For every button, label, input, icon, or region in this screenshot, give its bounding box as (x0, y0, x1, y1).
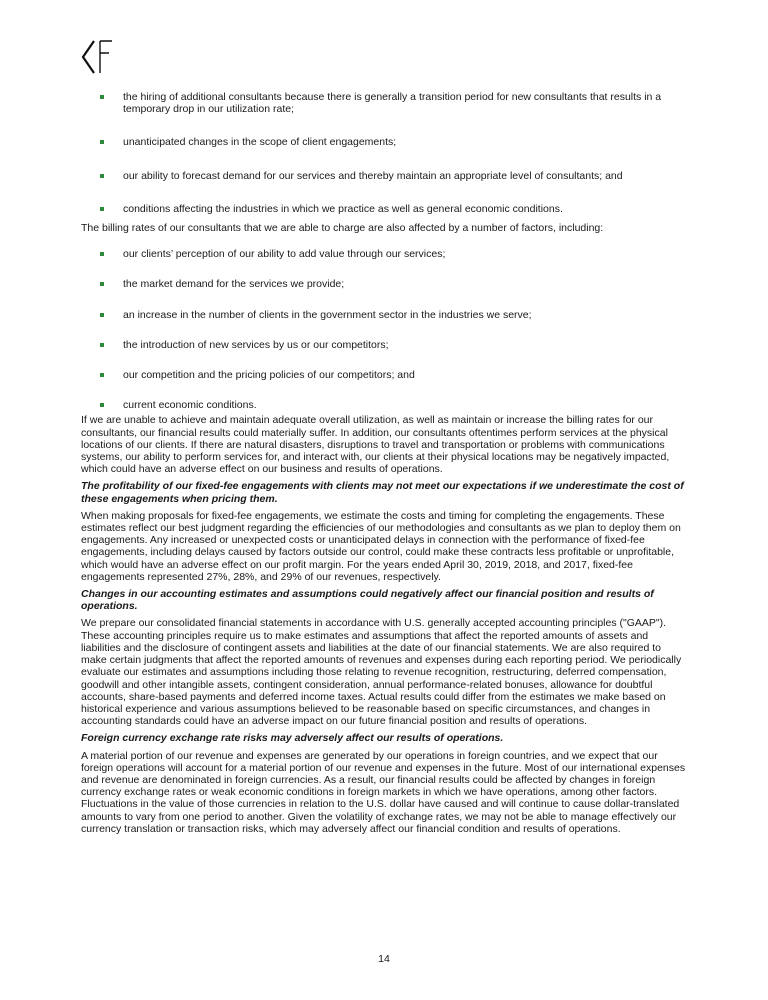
document-body (81, 91, 687, 840)
kf-logo-icon (80, 37, 130, 77)
billing-rate-factors-list (81, 248, 687, 411)
utilization-factors-list (81, 91, 687, 215)
list-item: an increase in the number of clients in the government sector in the industries we serve; (81, 309, 687, 321)
kf-logo-k-mark (83, 41, 94, 73)
fixed-fee-paragraph: When making proposals for fixed-fee engagements, we estimate the costs and timing for completing the engagements. These estimates reflect our best judgment regarding the efficiencies of our methodologies and consultants as we plan to deploy them on engagements. Any increased or unexpected costs or unanticipated delays in connection with the performance of fixed-fee engagements, including delays caused by factors outside our control, could make these contracts less profitable or unprofitable, which would have an adverse effect on our profit margin. For the years ended April 30, 2019, 2018, and 2017, fixed-fee engagements represented 27%, 28%, and 29% of our revenues, respectively. (81, 509, 681, 583)
accounting-estimates-heading: Changes in our accounting estimates and assumptions could negatively affect our financial position and results of operations. (81, 588, 654, 613)
billing-rates-intro: The billing rates of our consultants that we are able to charge are also affected by a number of factors, including: (81, 222, 604, 235)
bullet-square-icon (100, 313, 104, 317)
list-item: conditions affecting the industries in which we practice as well as general economic conditions. (81, 203, 687, 215)
list-item: the introduction of new services by us or our competitors; (81, 339, 687, 351)
bullet-square-icon (100, 207, 104, 211)
bullet-square-icon (100, 403, 104, 407)
bullet-square-icon (100, 343, 104, 347)
list-item: current economic conditions. (81, 399, 687, 411)
page-number: 14 (378, 953, 390, 965)
list-item: unanticipated changes in the scope of client engagements; (81, 136, 687, 148)
bullet-square-icon (100, 95, 104, 99)
list-item: the hiring of additional consultants because there is generally a transition period for new consultants that results in a temporary drop in our utilization rate; (81, 91, 687, 115)
kf-logo-f-mark (100, 41, 112, 73)
list-item: our clients’ perception of our ability to add value through our services; (81, 248, 687, 260)
foreign-currency-heading: Foreign currency exchange rate risks may adversely affect our results of operations. (81, 732, 504, 745)
list-item: the market demand for the services we provide; (81, 278, 687, 290)
bullet-square-icon (100, 373, 104, 377)
list-item: our ability to forecast demand for our services and thereby maintain an appropriate level of consultants; and (81, 170, 687, 182)
list-item: our competition and the pricing policies of our competitors; and (81, 369, 687, 381)
bullet-square-icon (100, 252, 104, 256)
accounting-estimates-paragraph: We prepare our consolidated financial statements in accordance with U.S. generally accepted accounting principles ("GAAP"). These accounting principles require us to make estimates and assumptions that affect the reported amounts of assets and liabilities and the disclosure of contingent assets and liabilities at the date of our financial statements. We are also required to make certain judgments that affect the reported amounts of revenues and expenses during each reporting period. We periodically evaluate our estimates and assumptions including those relating to revenue recognition, restructuring, deferred compensation, goodwill and other intangible assets, contingent consideration, annual performance-related bonuses, allowance for doubtful accounts, share-based payments and deferred income taxes. Actual results could differ from the estimates we make based on historical experience and various assumptions believed to be reasonable based on specific circumstances, and changes in accounting standards could have an adverse impact on our future financial position and results of operations. (81, 617, 682, 728)
bullet-square-icon (100, 282, 104, 286)
utilization-paragraph: If we are unable to achieve and maintain adequate overall utilization, as well as maintain or increase the billing rates for our consultants, our financial results could materially suffer. In addition, our consultants oftentimes perform services at the physical locations of our clients. If there are natural disasters, disruptions to travel and transportation or problems with communications systems, our ability to perform services for, and interact with, our clients at their physical locations may be negatively impacted, which could have an adverse effect on our business and results of operations. (81, 414, 670, 476)
fixed-fee-heading: The profitability of our fixed-fee engagements with clients may not meet our expectations if we underestimate the cost of these engagements when pricing them. (81, 480, 684, 505)
foreign-currency-paragraph: A material portion of our revenue and expenses are generated by our operations in foreign countries, and we expect that our foreign operations will account for a material portion of our revenue and expenses in the future. Most of our international expenses and revenue are denominated in foreign currencies. As a result, our financial results could be affected by changes in foreign currency exchange rates or weak economic conditions in foreign markets in which we have operations, among other factors. Fluctuations in the value of those currencies in relation to the U.S. dollar have caused and will continue to cause dollar-translated amounts to vary from one period to another. Given the volatility of exchange rates, we may not be able to manage effectively our currency translation or transaction risks, which may adversely affect our financial condition and results of operations. (81, 749, 686, 835)
bullet-square-icon (100, 140, 104, 144)
bullet-square-icon (100, 174, 104, 178)
